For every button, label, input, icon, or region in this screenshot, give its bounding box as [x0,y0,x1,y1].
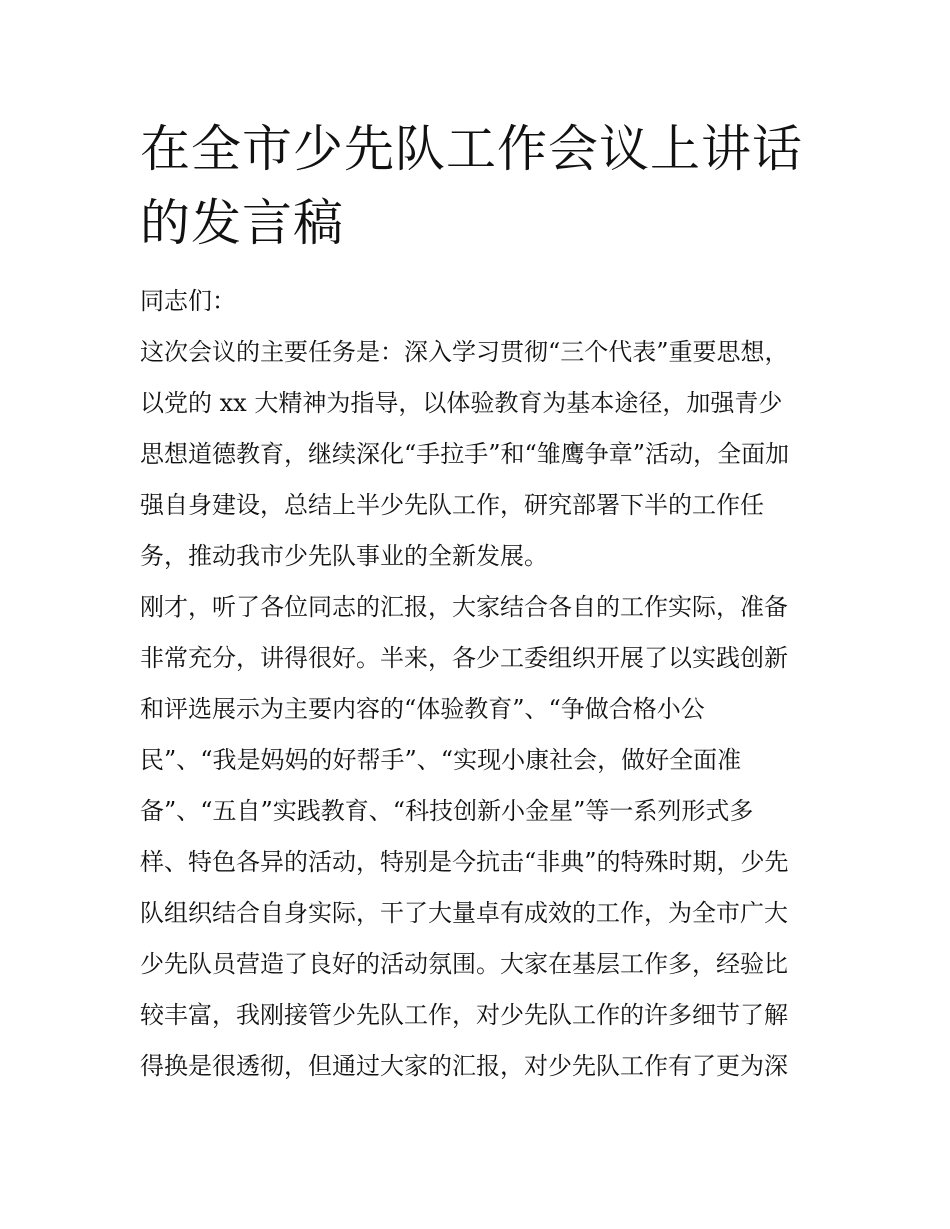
title-line: 在全市少先队工作会议上讲话 [140,120,803,178]
title-line: 的发言稿 [140,194,344,252]
body-line: 这次会议的主要任务是：深入学习贯彻“三个代表”重要思想， [140,338,789,366]
body-line: 思想道德教育，继续深化“手拉手”和“雏鹰争章”活动，全面加 [140,440,790,468]
body-line: 和评选展示为主要内容的“体验教育”、“争做合格小公 [140,695,705,723]
body-line: 以党的 xx 大精神为指导，以体验教育为基本途径，加强青少 [140,389,783,417]
document-title [140,112,820,260]
body-line: 务，推动我市少先队事业的全新发展。 [140,542,548,570]
body-line: 民”、“我是妈妈的好帮手”、“实现小康社会，做好全面准 [140,746,742,774]
body-line: 备”、“五自”实践教育、“科技创新小金星”等一系列形式多 [140,797,754,825]
body-line: 较丰富，我刚接管少先队工作，对少先队工作的许多细节了解 [140,1001,788,1029]
body-line: 非常充分，讲得很好。半来，各少工委组织开展了以实践创新 [140,644,788,672]
body-line: 少先队员营造了良好的活动氛围。大家在基层工作多，经验比 [140,950,788,978]
body-line: 得换是很透彻，但通过大家的汇报，对少先队工作有了更为深 [140,1052,788,1080]
salutation: 同志们： [140,287,236,315]
body-line: 队组织结合自身实际，干了大量卓有成效的工作，为全市广大 [140,899,788,927]
document-body [140,276,830,1092]
body-line: 刚才，听了各位同志的汇报，大家结合各自的工作实际，准备 [140,593,788,621]
body-line: 强自身建设，总结上半少先队工作，研究部署下半的工作任 [140,491,764,519]
body-line: 样、特色各异的活动，特别是今抗击“非典”的特殊时期，少先 [140,848,789,876]
